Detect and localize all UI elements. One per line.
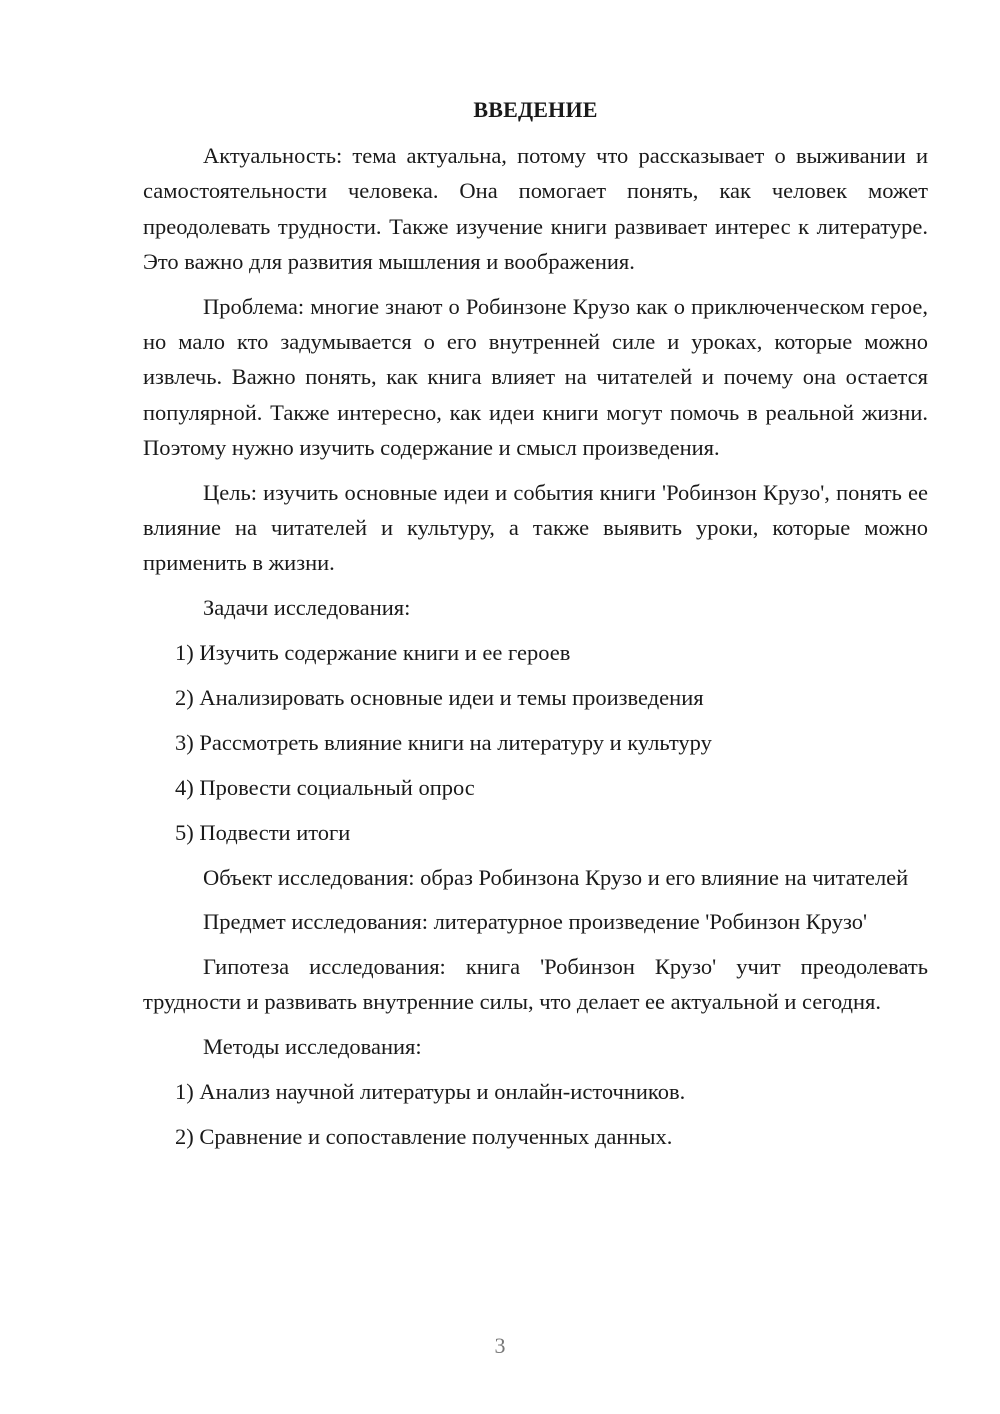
object-paragraph: Объект исследования: образ Робинзона Крузо и его влияние на читателей [203, 864, 909, 890]
methods-list [143, 1074, 928, 1154]
tasks-heading: Задачи исследования: [203, 594, 411, 620]
goal-paragraph: Цель: изучить основные идеи и события книги 'Робинзон Крузо', понять ее влияние на читателей и культуру, а также выявить уроки, которые можно применить в жизни. [143, 479, 928, 576]
page-title: ВВЕДЕНИЕ [473, 97, 598, 122]
list-item: 1) Анализ научной литературы и онлайн-источников. [175, 1078, 686, 1104]
tasks-list [143, 635, 928, 850]
page-content [143, 95, 928, 1164]
relevance-paragraph: Актуальность: тема актуальна, потому что рассказывает о выживании и самостоятельности человека. Она помогает понять, как человек может преодолевать трудности. Также изучение книги развивает интерес к литературе. Это важно для развития мышления и воображения. [143, 143, 928, 275]
list-item: 1) Изучить содержание книги и ее героев [175, 639, 571, 665]
methods-heading: Методы исследования: [203, 1033, 422, 1059]
hypothesis-paragraph: Гипотеза исследования: книга 'Робинзон Крузо' учит преодолевать трудности и развивать внутренние силы, что делает ее актуальной и сегодня. [143, 953, 928, 1015]
list-item: 3) Рассмотреть влияние книги на литературу и культуру [175, 729, 712, 755]
page-number: 3 [494, 1333, 506, 1358]
list-item: 5) Подвести итоги [175, 819, 351, 845]
subject-paragraph: Предмет исследования: литературное произведение 'Робинзон Крузо' [203, 909, 868, 935]
list-item: 2) Сравнение и сопоставление полученных данных. [175, 1123, 673, 1149]
problem-paragraph: Проблема: многие знают о Робинзоне Крузо как о приключенческом герое, но мало кто задумывается о его внутренней силе и уроках, которые можно извлечь. Важно понять, как книга влияет на читателей и почему она остается популярной. Также интересно, как идеи книги могут помочь в реальной жизни. Поэтому нужно изучить содержание и смысл произведения. [143, 293, 928, 461]
list-item: 4) Провести социальный опрос [175, 774, 475, 800]
list-item: 2) Анализировать основные идеи и темы произведения [175, 684, 704, 710]
